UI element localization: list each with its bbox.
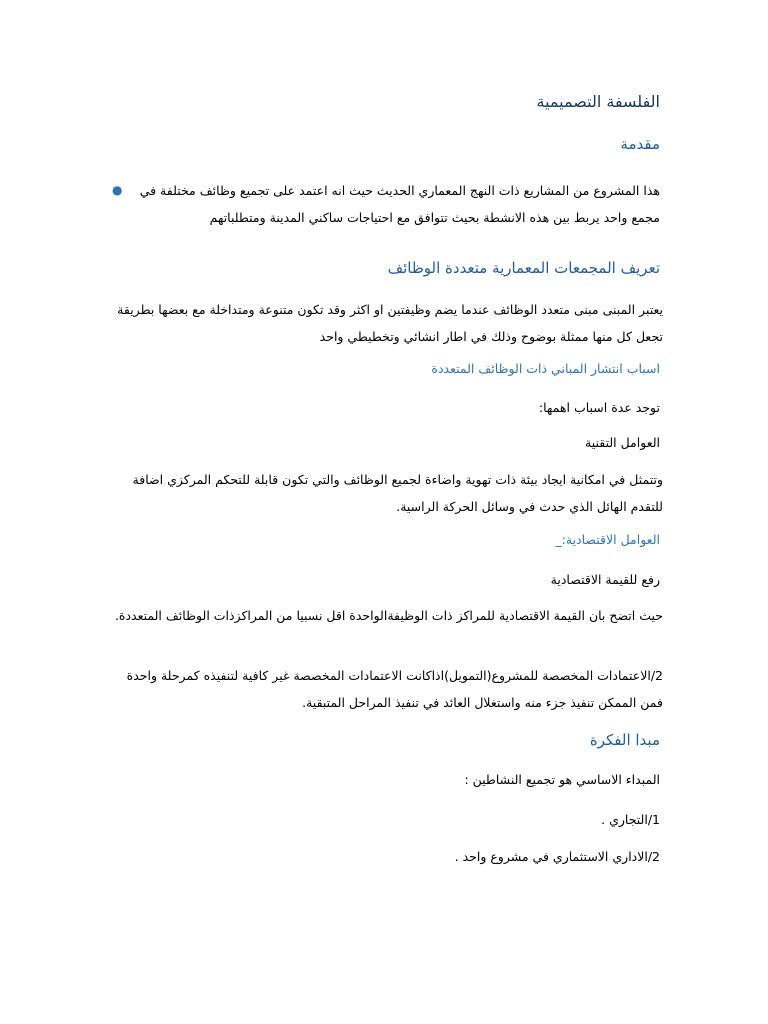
heading-definition: تعريف المجمعات المعمارية متعددة الوظائف bbox=[387, 259, 660, 277]
economic-value-label: رفع للقيمة الاقتصادية bbox=[550, 572, 660, 587]
heading-reasons: اسباب انتشار المباني ذات الوظائف المتعددة bbox=[431, 361, 660, 376]
heading-design-philosophy: الفلسفة التصميمية bbox=[536, 92, 660, 111]
definition-paragraph: يعتبر المبنى مبنى متعدد الوظائف عندما يضم وظيفتين او اكثر وقد تكون متنوعة ومتداخلة مع بعضها بطريقة تجعل كل منها ممثلة بوضوح وذلك في اطار انشائي وتخطيطي واحد bbox=[117, 302, 663, 344]
idea-intro: المبداء الاساسي هو تجميع النشاطين : bbox=[464, 772, 660, 787]
idea-item-commercial: 1/التجاري . bbox=[601, 812, 660, 827]
economic-value-paragraph: حيث اتضح بان القيمة الاقتصادية للمراكز ذات الوظيفةالواحدة اقل نسبيا من المراكزذات الوظائف المتعددة. bbox=[114, 608, 663, 623]
technical-factors-paragraph: وتتمثل في امكانية ايجاد بيئة ذات تهوية واضاءة لجميع الوظائف والتي تكون قابلة للتحكم المركزي اضافة للتقدم الهائل الذي حدث في وسائل الحركة الراسية. bbox=[132, 472, 663, 514]
heading-economic-factors: العوامل الاقتصادية:_ bbox=[555, 532, 660, 547]
bullet-icon: ● bbox=[112, 183, 123, 197]
intro-bullet-text: هذا المشروع من المشاريع ذات النهج المعماري الحديث حيث انه اعتمد على تجميع وظائف مختلفة في مجمع واحد يربط بين هذه الانشطة بحيث تتوافق مع احتياجات ساكني المدينة ومتطلباتهم bbox=[139, 183, 660, 225]
funding-paragraph: 2/الاعتمادات المخصصة للمشروع(التمويل)اذاكانت الاعتمادات المخصصة غير كافية لتنفيذه كمرحلة واحدة فمن الممكن تنفيذ جزء منه واستغلال العائد في تنفيذ المراحل المتبقية. bbox=[126, 668, 663, 710]
heading-idea-principle: مبدا الفكرة bbox=[589, 731, 660, 749]
heading-introduction: مقدمة bbox=[620, 135, 660, 153]
technical-factors-label: العوامل التقنية bbox=[585, 435, 660, 450]
reasons-intro: توجد عدة اسباب اهمها: bbox=[538, 400, 660, 415]
idea-item-administrative: 2/الاداري الاستثماري في مشروع واحد . bbox=[454, 849, 660, 864]
intro-bullet-item bbox=[112, 177, 660, 231]
